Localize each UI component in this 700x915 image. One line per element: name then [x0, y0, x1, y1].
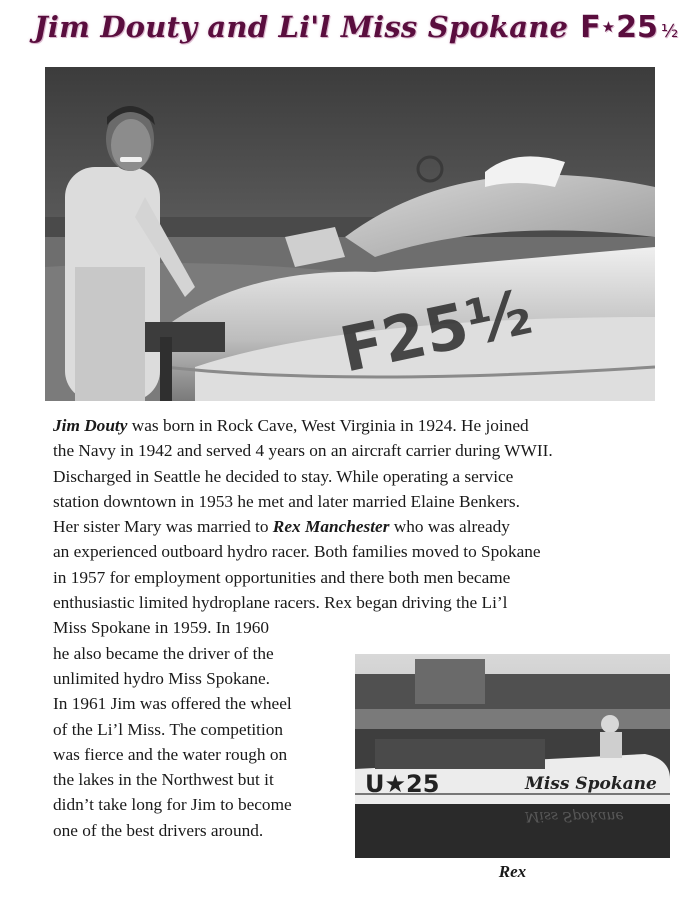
text-line: Her sister Mary was married to Rex Manchester who was already — [53, 517, 510, 537]
text-line: he also became the driver of the — [53, 643, 274, 663]
class-letter: F — [580, 10, 601, 45]
svg-text:Miss Spokane: Miss Spokane — [525, 808, 624, 824]
page-title — [34, 10, 679, 58]
text-line: Jim Douty was born in Rock Cave, West Virginia in 1924. He joined — [53, 416, 529, 435]
class-fraction: ½ — [660, 21, 679, 42]
photo-image — [355, 654, 670, 858]
text-line: of the Li’l Miss. The competition — [53, 719, 284, 739]
title-text: Jim Douty and Li'l Miss Spokane — [34, 10, 569, 44]
race-class-number — [580, 10, 678, 45]
boat-name-text: Miss Spokane — [525, 774, 657, 794]
hull-number-text: U★25 — [365, 770, 440, 798]
star-icon: ★ — [601, 18, 616, 36]
text-line: station downtown in 1953 he met and later married Elaine Benkers. — [53, 491, 520, 511]
text-line: in 1957 for employment opportunities and there both men became — [53, 567, 511, 587]
text-line: Miss Spokane in 1959. In 1960 — [53, 618, 270, 638]
text-line: didn’t take long for Jim to become — [53, 795, 292, 815]
text-line: the lakes in the Northwest but it — [53, 770, 274, 790]
photo-rex-miss-spokane — [355, 654, 670, 858]
text-line: enthusiastic limited hydroplane racers. Rex began driving the Li’l — [53, 593, 508, 613]
text-line: an experienced outboard hydro racer. Both families moved to Spokane — [53, 542, 541, 562]
text-line: the Navy in 1942 and served 4 years on an aircraft carrier during WWII. — [53, 441, 553, 461]
photo-jim-douty-with-boat — [45, 67, 655, 401]
class-number: 25 — [616, 10, 658, 45]
name-rex-manchester: Rex Manchester — [272, 517, 390, 537]
text-line: In 1961 Jim was offered the wheel — [53, 694, 292, 714]
photo-caption: Rex — [498, 862, 527, 881]
name-jim-douty: Jim Douty — [53, 416, 128, 435]
text-line: Discharged in Seattle he decided to stay. While operating a service — [53, 466, 514, 486]
photo-image — [45, 67, 655, 401]
text-line: was fierce and the water rough on — [53, 744, 288, 764]
text-line: one of the best drivers around. — [53, 820, 264, 840]
hull-number-text: F25½ — [333, 275, 538, 387]
text-line: unlimited hydro Miss Spokane. — [53, 668, 270, 688]
